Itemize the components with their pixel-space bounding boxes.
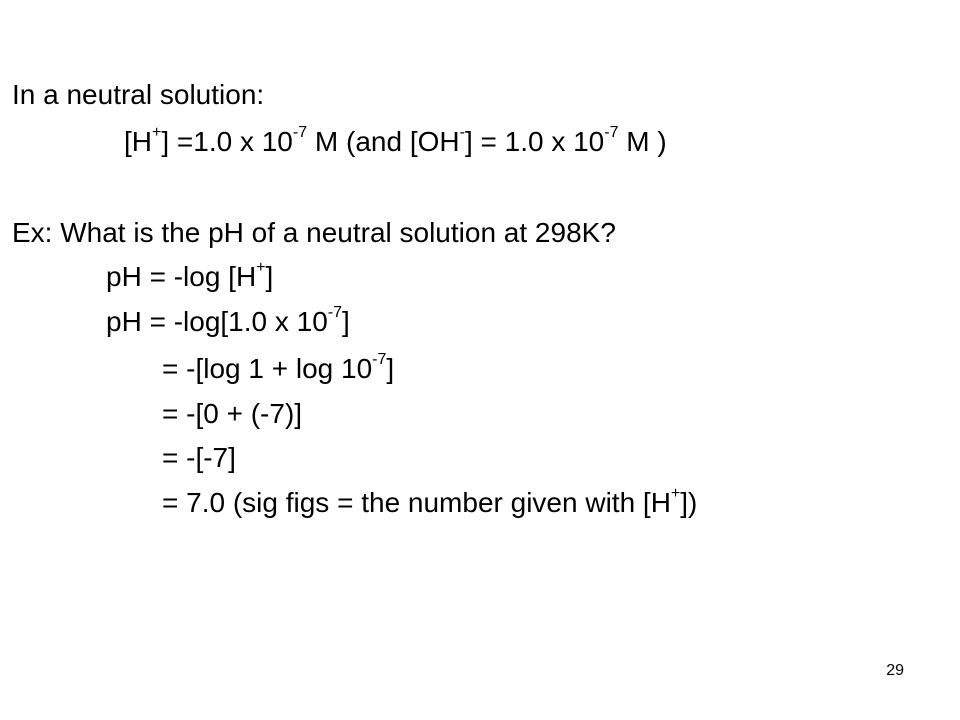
concentration-part: [H [124, 126, 152, 157]
superscript: -7 [292, 123, 308, 141]
concentration-part: ] = 1.0 x 10 [464, 126, 605, 157]
concentration-part: ] =1.0 x 10 [161, 126, 293, 157]
ph-result-part: ]) [680, 487, 698, 518]
page-number: 29 [886, 662, 904, 679]
superscript: -7 [327, 303, 343, 321]
ph-substitution [106, 305, 350, 339]
log-values-step [162, 397, 302, 431]
example-question-text: Ex: What is the pH of a neutral solution at 298K? [12, 217, 616, 248]
superscript: + [256, 258, 266, 276]
ph-substitution-part: pH = -log[1.0 x 10 [106, 306, 328, 337]
ph-formula-part: pH = -log [H [106, 261, 257, 292]
ph-substitution-part: ] [342, 306, 350, 337]
concentration-part: M ) [618, 126, 667, 157]
log-expansion [162, 352, 394, 386]
superscript: -7 [604, 123, 619, 141]
ph-result-part: = 7.0 (sig figs = the number given with [H [162, 487, 671, 518]
log-expansion-part: = -[log 1 + log 10 [162, 353, 373, 384]
log-expansion-part: ] [386, 353, 395, 384]
superscript: - [459, 123, 465, 141]
neutral-solution-heading-text: In a neutral solution: [12, 79, 265, 110]
log-values-step-text: = -[0 + (-7)] [162, 398, 303, 429]
ph-result [162, 486, 697, 520]
superscript: -7 [372, 350, 387, 368]
neutral-solution-heading [12, 78, 264, 112]
superscript: + [670, 484, 681, 502]
simplify-step [162, 441, 236, 475]
concentration-part: M (and [OH [307, 126, 460, 157]
ph-formula [106, 260, 273, 294]
simplify-step-text: = -[-7] [162, 442, 236, 473]
ph-formula-part: ] [265, 261, 274, 292]
superscript: + [152, 123, 162, 141]
example-question [12, 216, 616, 250]
concentration-statement [124, 125, 667, 159]
